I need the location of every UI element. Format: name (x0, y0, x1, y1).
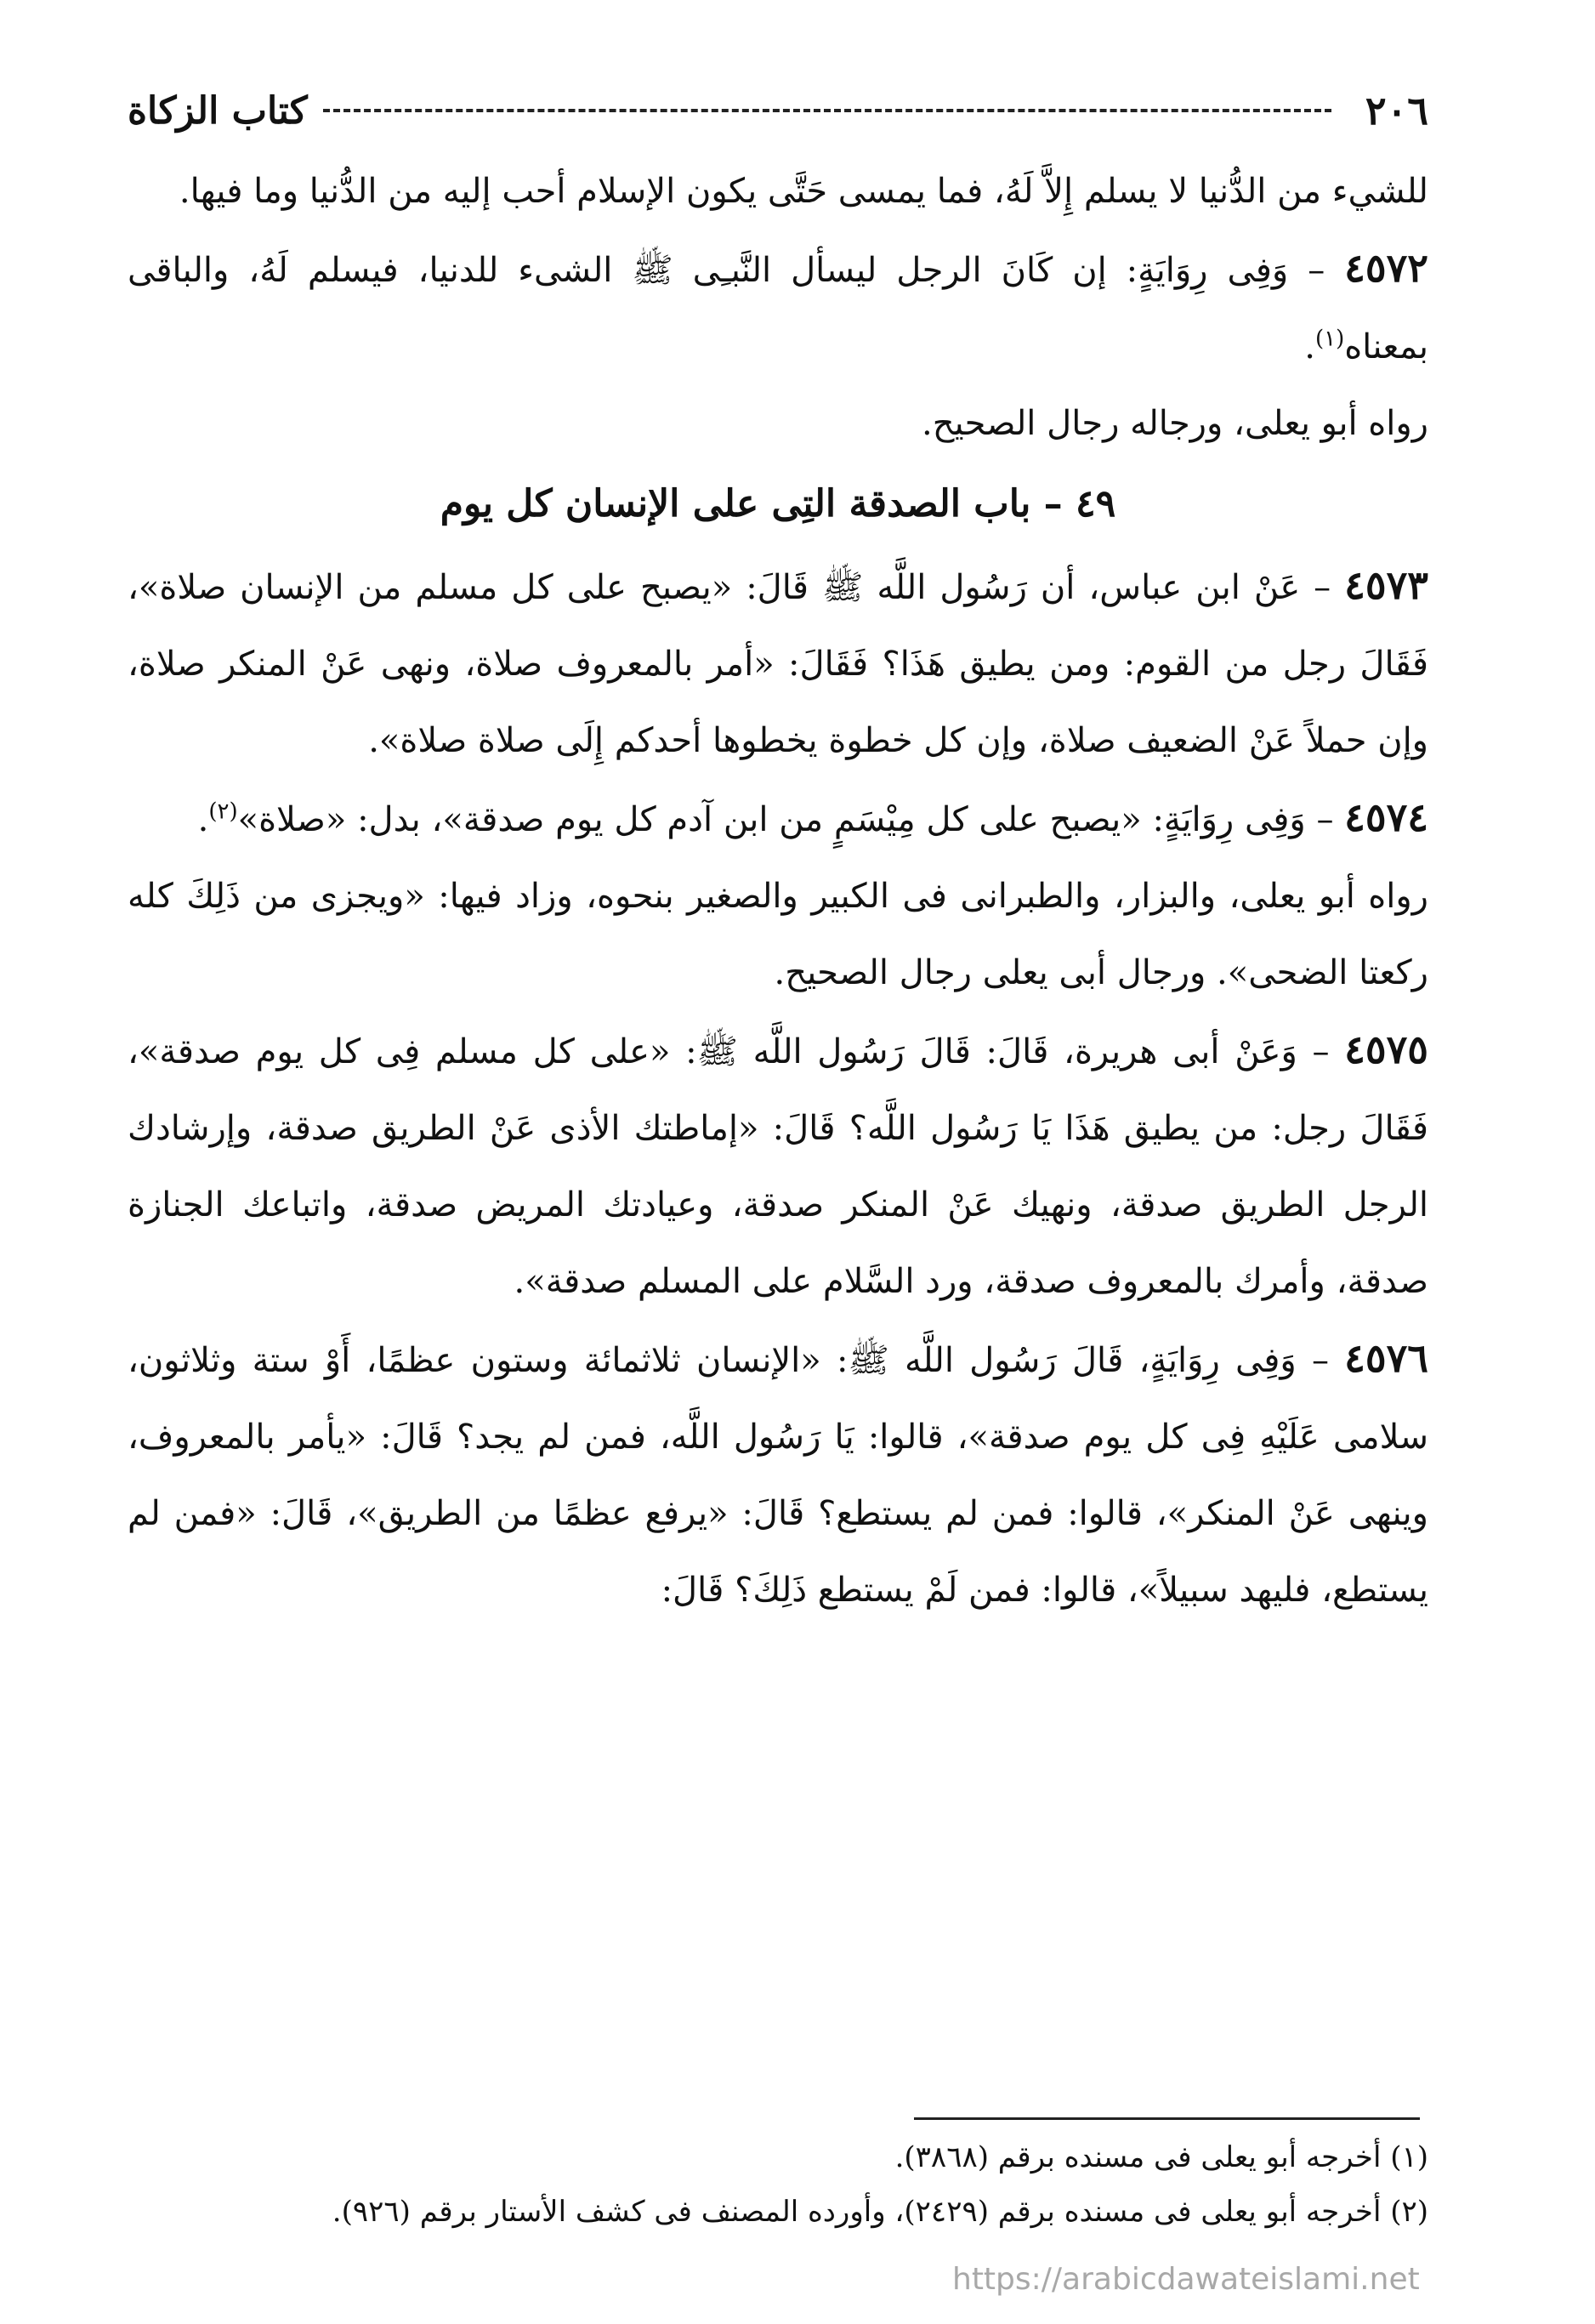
hadith-number: ٤٥٧٦ (1344, 1335, 1428, 1381)
paragraph-continuation: للشيء من الدُّنيا لا يسلم إِلاَّ لَهُ، فما يمسى حَتَّى يكون الإسلام أحب إليه من الدُّنيا وما فيها. (179, 172, 1428, 211)
period: . (197, 800, 209, 839)
hadith-4576 (128, 1320, 1428, 1628)
book-title: كتاب الزكاة (128, 88, 308, 133)
narration-note: رواه أبو يعلى، والبزار، والطبرانى فى الكبير والصغير بنحوه، وزاد فيها: «ويجزى من ذَلِكَ كله ركعتا الضحى». ورجال أبى يعلى رجال الصحيح. (128, 877, 1428, 992)
hadith-number: ٤٥٧٣ (1344, 562, 1428, 608)
hadith-number: ٤٥٧٤ (1344, 794, 1428, 840)
footnote-ref-2[interactable]: (٢) (208, 798, 238, 825)
hadith-number: ٤٥٧٢ (1344, 245, 1428, 291)
footnote-2: (٢) أخرجه أبو يعلى فى مسنده برقم (٢٤٢٩)، وأورده المصنف فى كشف الأستار برقم (٩٢٦). (332, 2195, 1428, 2229)
hadith-4575 (128, 1011, 1428, 1320)
hadith-text: – وَعَنْ أبى هريرة، قَالَ: قَالَ رَسُول اللَّه ﷺ: «على كل مسلم فِى كل يوم صدقة»، فَقَالَ رجل: من يطيق هَذَا يَا رَسُول اللَّه؟ قَالَ: «إماطتك الأذى عَنْ الطريق صدقة، وإرشادك الرجل الطريق صدقة، ونهيك عَنْ المنكر صدقة، وعيادتك المريض صدقة، واتباعك الجنازة صدقة، وأمرك بالمعروف صدقة، ورد السَّلام على المسلم صدقة». (128, 1032, 1428, 1301)
hadith-text: – وَفِى رِوَايَةٍ: «يصبح على كل مِيْسَمٍ من ابن آدم كل يوم صدقة»، بدل: «صلاة» (237, 800, 1345, 839)
watermark-url: https://arabicdawateislami.net (952, 2262, 1420, 2297)
period: . (1304, 327, 1315, 366)
hadith-4574 (128, 779, 1428, 858)
hadith-text: – عَنْ ابن عباس، أن رَسُول اللَّه ﷺ قَالَ: «يصبح على كل مسلم من الإنسان صلاة»، فَقَالَ رجل من القوم: ومن يطيق هَذَا؟ فَقَالَ: «أمر بالمعروف صلاة، ونهى عَنْ المنكر صلاة، وإن حملاً عَنْ الضعيف صلاة، وإن كل خطوة يخطوها أحدكم إِلَى صلاة صلاة». (128, 568, 1428, 760)
section-heading: ٤٩ – باب الصدقة التِى على الإنسان كل يوم (440, 482, 1116, 526)
footnote-1: (١) أخرجه أبو يعلى فى مسنده برقم (٣٨٦٨). (894, 2140, 1428, 2174)
page-content (128, 77, 1428, 1628)
footnote-ref-1[interactable]: (١) (1314, 326, 1345, 352)
page-number: ٢٠٦ (1365, 88, 1428, 134)
footnotes (128, 2130, 1428, 2239)
footnote-divider (914, 2117, 1420, 2120)
hadith-text: – وَفِى رِوَايَةٍ: إن كَانَ الرجل ليسأل النَّبـِى ﷺ الشىء للدنيا، فيسلم لَهُ، والباقى بمعناه (128, 251, 1428, 366)
hadith-4572 (128, 230, 1428, 385)
hadith-number: ٤٥٧٥ (1344, 1026, 1428, 1072)
header-dash-rule (323, 109, 1331, 112)
hadith-text: – وَفِى رِوَايَةٍ، قَالَ رَسُول اللَّه ﷺ: «الإنسان ثلاثمائة وستون عظمًا، أَوْ ستة وثلاثون، سلامى عَلَيْهِ فِى كل يوم صدقة»، قالوا: يَا رَسُول اللَّه، فمن لم يجد؟ قَالَ: «يأمر بالمعروف، وينهى عَنْ المنكر»، قالوا: فمن لم يستطع؟ قَالَ: «يرفع عظمًا من الطريق»، قَالَ: «فمن لم يستطع، فليهد سبيلاً»، قالوا: فمن لَمْ يستطع ذَلِكَ؟ قَالَ: (128, 1341, 1428, 1610)
running-header (128, 77, 1428, 145)
narration-note: رواه أبو يعلى، ورجاله رجال الصحيح. (922, 404, 1428, 443)
hadith-4573 (128, 547, 1428, 779)
